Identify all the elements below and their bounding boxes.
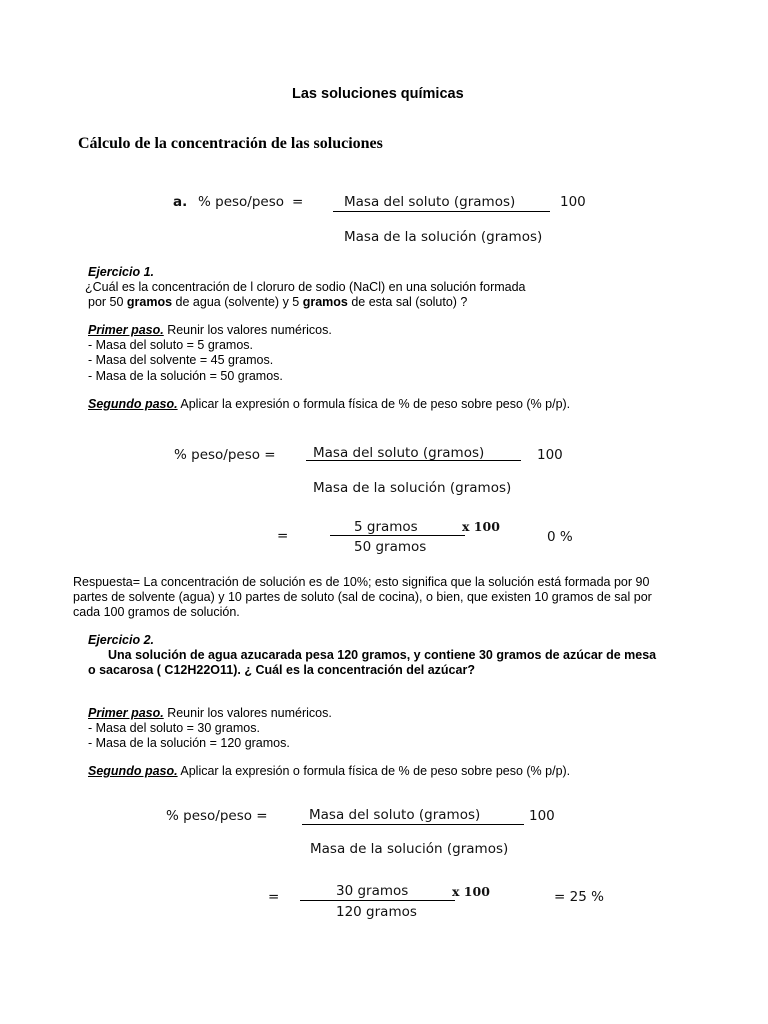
ex1-step2: [88, 397, 570, 411]
q2-part-b: gramos: [126, 295, 173, 309]
formula-a-label: a.: [173, 194, 188, 210]
ex1-question-line1: ¿Cuál es la concentración de l cloruro de sodio (NaCl) en una solución formada: [85, 280, 526, 294]
ex1-value-3: - Masa de la solución = 50 gramos.: [88, 369, 283, 383]
formula-a-numerator: Masa del soluto (gramos): [344, 194, 516, 210]
ex2-formula-lhs: % peso/peso =: [166, 808, 268, 824]
ex1-value-2: - Masa del solvente = 45 gramos.: [88, 353, 274, 367]
ex2-heading: Ejercicio 2.: [88, 633, 155, 647]
ex2-value-2: - Masa de la solución = 120 gramos.: [88, 736, 290, 750]
ex1-value-1: - Masa del soluto = 5 gramos.: [88, 338, 254, 352]
ex2-calc-times: x 100: [452, 884, 490, 899]
q2-part-e: de esta sal (soluto) ?: [347, 295, 468, 309]
ex2-step1: [88, 706, 332, 720]
ex1-step2-text: Aplicar la expresión o formula física de % de peso sobre peso (% p/p).: [177, 397, 571, 411]
ex1-step2-label: Segundo paso.: [88, 397, 178, 411]
ex1-answer-line2: partes de solvente (agua) y 10 partes de soluto (sal de cocina), o bien, que existen 10 gramos de sal por: [73, 590, 652, 604]
ex2-question-line1: Una solución de agua azucarada pesa 120 gramos, y contiene 30 gramos de azúcar de mesa: [108, 648, 657, 662]
ex1-calc-times: x 100: [462, 519, 500, 534]
ex2-calc-fraction-bar: [300, 900, 455, 901]
ex2-step2: [88, 764, 570, 778]
ex1-calc-denominator: 50 gramos: [354, 539, 427, 555]
ex2-calc-result: = 25 %: [554, 889, 604, 905]
ex2-formula-numerator: Masa del soluto (gramos): [309, 807, 481, 823]
ex2-formula-denominator: Masa de la solución (gramos): [310, 841, 509, 857]
ex1-calc-eq: =: [277, 528, 289, 544]
ex1-formula-factor: 100: [537, 447, 563, 463]
ex2-formula-factor: 100: [529, 808, 555, 824]
ex1-calc-result: 0 %: [547, 529, 573, 545]
ex2-calc-numerator: 30 gramos: [336, 883, 409, 899]
q2-part-a: por 50: [88, 295, 127, 309]
formula-a-fraction-bar: [333, 211, 550, 212]
ex1-calc-fraction-bar: [330, 535, 465, 536]
ex1-formula-lhs: % peso/peso =: [174, 447, 276, 463]
ex1-heading: Ejercicio 1.: [88, 265, 155, 279]
ex1-answer-line3: cada 100 gramos de solución.: [73, 605, 240, 619]
ex2-step2-label: Segundo paso.: [88, 764, 178, 778]
q2-part-d: gramos: [302, 295, 348, 309]
ex1-formula-numerator: Masa del soluto (gramos): [313, 445, 485, 461]
ex1-calc-numerator: 5 gramos: [354, 519, 418, 535]
ex2-value-1: - Masa del soluto = 30 gramos.: [88, 721, 260, 735]
ex1-step1-text: Reunir los valores numéricos.: [163, 323, 332, 337]
ex1-answer-line1: Respuesta= La concentración de solución es de 10%; esto significa que la solución está formada por 90: [73, 575, 650, 589]
ex1-formula-fraction-bar: [306, 460, 521, 461]
formula-a-eq: =: [292, 194, 304, 210]
page-title: Las soluciones químicas: [292, 86, 464, 102]
ex2-step2-text: Aplicar la expresión o formula física de % de peso sobre peso (% p/p).: [177, 764, 571, 778]
ex1-question-line2: [88, 295, 467, 309]
ex2-step1-text: Reunir los valores numéricos.: [163, 706, 332, 720]
ex2-calc-eq: =: [268, 889, 280, 905]
formula-a-lhs: % peso/peso: [198, 194, 285, 210]
ex1-step1-label: Primer paso.: [88, 323, 164, 337]
ex2-formula-fraction-bar: [302, 824, 524, 825]
formula-a-denominator: Masa de la solución (gramos): [344, 229, 543, 245]
ex1-formula-denominator: Masa de la solución (gramos): [313, 480, 512, 496]
ex1-step1: [88, 323, 332, 337]
ex2-calc-denominator: 120 gramos: [336, 904, 417, 920]
ex2-step1-label: Primer paso.: [88, 706, 164, 720]
ex2-question-line2: o sacarosa ( C12H22O11). ¿ Cuál es la concentración del azúcar?: [88, 663, 475, 677]
section-title: Cálculo de la concentración de las soluciones: [78, 135, 383, 152]
q2-part-c: de agua (solvente) y 5: [172, 295, 303, 309]
formula-a-factor: 100: [560, 194, 586, 210]
